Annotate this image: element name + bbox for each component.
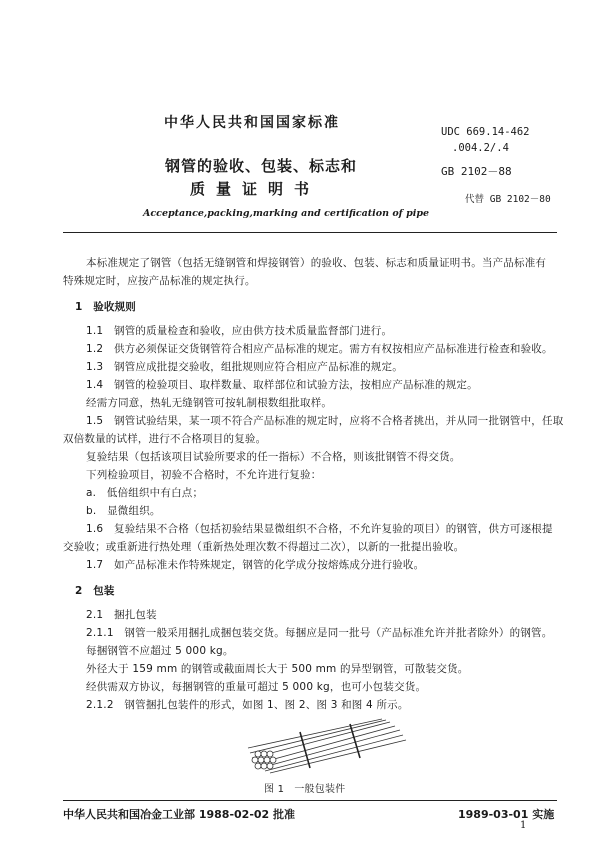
replaces-standard: 代替 GB 2102－80 <box>465 194 551 205</box>
section-1-heading: 1 验收规则 <box>75 301 137 313</box>
section-2-heading: 2 包装 <box>75 585 115 597</box>
udc-code-line-2: .004.2/.4 <box>452 142 509 154</box>
page-number: 1 <box>520 820 527 831</box>
clause-2-1-1-line-2: 每捆钢管不应超过 5 000 kg。 <box>86 645 234 657</box>
clause-1-5-item-a: a. 低倍组织中有白点； <box>86 487 204 499</box>
clause-2-1: 2.1 捆扎包装 <box>86 609 157 621</box>
clause-1-1: 1.1 钢管的质量检查和验收，应由供方技术质量监督部门进行。 <box>86 325 393 337</box>
clause-1-6-line-2: 交验收；或重新进行热处理（重新热处理次数不得超过二次），以新的一批提出验收。 <box>63 541 465 553</box>
udc-code-line-1: UDC 669.14-462 <box>441 126 530 138</box>
clause-1-5-line-1: 1.5 钢管试验结果，某一项不符合产品标准的规定时，应将不合格者挑出，并从同一批钢管中，任取 <box>86 415 564 427</box>
clause-1-5-item-b: b. 显微组织。 <box>86 505 161 517</box>
figure-1-caption: 图 1 一般包装件 <box>264 784 346 795</box>
clause-1-5-line-2: 双倍数量的试样，进行不合格项目的复验。 <box>63 433 267 445</box>
pipe-bundle-figure <box>240 718 420 778</box>
intro-paragraph-line-2: 特殊规定时，应按产品标准的规定执行。 <box>63 275 256 287</box>
clause-1-7: 1.7 如产品标准未作特殊规定，钢管的化学成分按熔炼成分进行验收。 <box>86 559 425 571</box>
approval-note: 中华人民共和国冶金工业部 1988-02-02 批准 <box>63 808 296 821</box>
clause-1-2: 1.2 供方必须保证交货钢管符合相应产品标准的规定。需方有权按相应产品标准进行检查和验收。 <box>86 343 553 355</box>
document-title-line-2: 质量证明书 <box>190 180 321 198</box>
document-title-line-1: 钢管的验收、包装、标志和 <box>165 157 358 175</box>
clause-1-5-retest: 复验结果（包括该项目试验所要求的任一指标）不合格，则该批钢管不得交货。 <box>86 451 461 463</box>
clause-2-1-1-line-1: 2.1.1 钢管一般采用捆扎成捆包装交货。每捆应是同一批号（产品标准允许并批者除外）的钢管。 <box>86 627 553 639</box>
clause-1-6-line-1: 1.6 复验结果不合格（包括初验结果显微组织不合格，不允许复验的项目）的钢管，供方可逐根提 <box>86 523 553 535</box>
footer-divider <box>63 800 557 801</box>
clause-1-5-no-retest: 下列检验项目，初验不合格时，不允许进行复验： <box>86 469 322 481</box>
intro-paragraph-line-1: 本标准规定了钢管（包括无缝钢管和焊接钢管）的验收、包装、标志和质量证明书。当产品标准有 <box>86 257 547 269</box>
clause-1-3: 1.3 钢管应成批提交验收，组批规则应符合相应产品标准的规定。 <box>86 361 403 373</box>
clause-1-4-note: 经需方同意，热轧无缝钢管可按轧制根数组批取样。 <box>86 397 333 409</box>
clause-2-1-2: 2.1.2 钢管捆扎包装件的形式，如图 1、图 2、图 3 和图 4 所示。 <box>86 699 409 711</box>
issuing-country-standard: 中华人民共和国国家标准 <box>164 115 340 131</box>
clause-2-1-1-line-3: 外径大于 159 mm 的钢管或截面周长大于 500 mm 的异型钢管，可散装交货。 <box>86 663 469 675</box>
english-title: Acceptance,packing,marking and certification of pipe <box>143 208 430 219</box>
gb-standard-number: GB 2102－88 <box>441 165 512 178</box>
effective-date: 1989-03-01 实施 <box>458 808 555 821</box>
header-divider <box>63 232 557 233</box>
clause-1-4: 1.4 钢管的检验项目、取样数量、取样部位和试验方法，按相应产品标准的规定。 <box>86 379 478 391</box>
clause-2-1-1-line-4: 经供需双方协议，每捆钢管的重量可超过 5 000 kg，也可小包装交货。 <box>86 681 427 693</box>
